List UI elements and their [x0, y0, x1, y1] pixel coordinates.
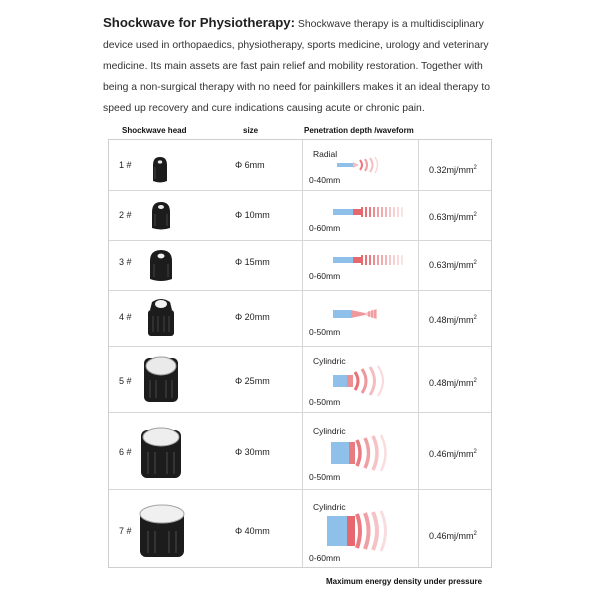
shockwave-head-image [139, 352, 183, 406]
table-row [109, 290, 491, 346]
intro-heading: Shockwave for Physiotherapy: [103, 15, 296, 30]
energy-unit-exponent: 2 [473, 165, 477, 171]
energy-unit-exponent: 2 [473, 449, 477, 455]
shockwave-head-image [147, 200, 175, 232]
energy-density [429, 212, 477, 222]
penetration-depth: 0-40mm [309, 175, 341, 185]
focused-waveform [331, 204, 409, 220]
penetration-depth: 0-60mm [309, 553, 341, 563]
energy-unit-exponent: 2 [473, 315, 477, 321]
cylindric-waveform [329, 434, 395, 472]
energy-value: 0.48mj/mm [429, 378, 474, 388]
focused-waveform [331, 252, 409, 268]
head-size: Φ 25mm [235, 376, 270, 386]
energy-density [429, 315, 477, 325]
table-row [109, 240, 491, 290]
energy-density [429, 449, 477, 459]
head-size: Φ 20mm [235, 312, 270, 322]
shockwave-head-image [135, 499, 189, 561]
energy-value: 0.63mj/mm [429, 212, 474, 222]
energy-unit-exponent: 2 [473, 212, 477, 218]
intro-text: Shockwave therapy is a multidisciplinary device used in orthopaedics, physiotherapy, sports medicine, urology and veterinary medicine. Its main assets are fast pain relief and mobility restoration. Together with being a non-surgical therapy with no need for painkillers makes it an ideal therapy to speed up recovery and cure indications causing acute or chronic pain. [103, 19, 490, 114]
shockwave-head-image [147, 155, 173, 185]
cylindric-waveform [331, 364, 395, 398]
shockwave-head-image [143, 296, 179, 340]
penetration-depth: 0-50mm [309, 472, 341, 482]
head-size: Φ 15mm [235, 257, 270, 267]
head-number: 5 # [119, 376, 132, 386]
table-row [109, 489, 491, 569]
radial-waveform [335, 154, 395, 176]
table-footnote: Maximum energy density under pressure [326, 577, 483, 586]
penetration-depth: 0-60mm [309, 223, 341, 233]
head-size: Φ 10mm [235, 210, 270, 220]
waveform-type: Cylindric [313, 502, 346, 512]
head-number: 3 # [119, 257, 132, 267]
head-size: Φ 30mm [235, 447, 270, 457]
energy-density [429, 165, 477, 175]
energy-density [429, 260, 477, 270]
energy-value: 0.46mj/mm [429, 531, 474, 541]
energy-unit-exponent: 2 [473, 531, 477, 537]
cylindric-waveform [325, 510, 397, 552]
shockwave-head-image [137, 422, 185, 482]
column-header-size: size [243, 126, 259, 135]
penetration-depth: 0-50mm [309, 327, 341, 337]
energy-unit-exponent: 2 [473, 260, 477, 266]
energy-density [429, 378, 477, 388]
table-row [109, 190, 491, 240]
waveform-type: Cylindric [313, 356, 346, 366]
table-row [109, 412, 491, 489]
table-row [109, 140, 491, 190]
energy-value: 0.63mj/mm [429, 260, 474, 270]
energy-unit-exponent: 2 [473, 378, 477, 384]
energy-value: 0.46mj/mm [429, 449, 474, 459]
spec-table [108, 139, 492, 568]
head-number: 4 # [119, 312, 132, 322]
energy-density [429, 531, 477, 541]
energy-value: 0.48mj/mm [429, 315, 474, 325]
penetration-depth: 0-50mm [309, 397, 341, 407]
waveform-type: Radial [313, 149, 338, 159]
head-size: Φ 6mm [235, 160, 265, 170]
head-number: 2 # [119, 210, 132, 220]
intro-paragraph [103, 12, 503, 119]
energy-value: 0.32mj/mm [429, 165, 474, 175]
head-size: Φ 40mm [235, 526, 270, 536]
head-number: 7 # [119, 526, 132, 536]
head-number: 1 # [119, 160, 132, 170]
column-header-head: Shockwave head [122, 126, 187, 135]
waveform-type: Cylindric [313, 426, 346, 436]
column-header-depth: Penetration depth /waveform [304, 126, 414, 135]
focused-waveform [331, 307, 381, 321]
table-row [109, 346, 491, 412]
penetration-depth: 0-60mm [309, 271, 341, 281]
head-number: 6 # [119, 447, 132, 457]
shockwave-head-image [146, 248, 176, 284]
